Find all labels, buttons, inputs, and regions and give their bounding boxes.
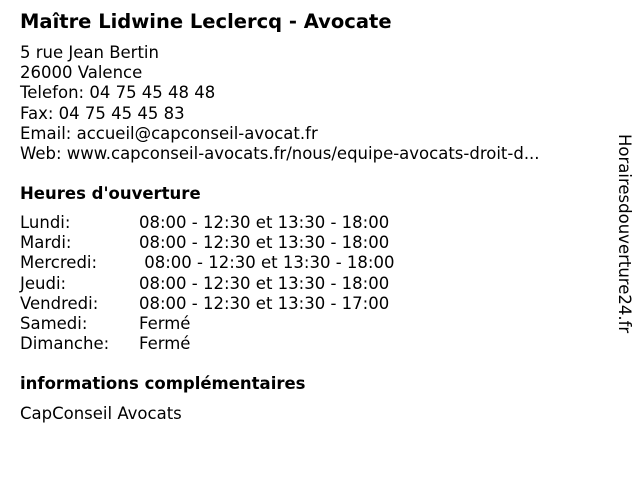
additional-info-text: CapConseil Avocats	[20, 404, 182, 423]
day-label: Dimanche:	[20, 334, 110, 354]
day-label: Mardi:	[20, 233, 72, 253]
time-range: 08:00 - 12:30 et 13:30 - 18:00	[139, 233, 390, 253]
time-range: 08:00 - 12:30 et 13:30 - 18:00	[139, 273, 390, 293]
day-label: Samedi:	[20, 313, 88, 333]
phone-number: Telefon: 04 75 45 48 48	[20, 83, 216, 103]
page-title: Maître Lidwine Leclercq - Avocate	[20, 10, 392, 33]
site-watermark	[612, 134, 634, 374]
address-street: 5 rue Jean Bertin	[20, 43, 159, 62]
time-range: 08:00 - 12:30 et 13:30 - 18:00	[139, 253, 395, 273]
time-range: Fermé	[139, 334, 191, 354]
contact-info	[20, 43, 540, 164]
day-label: Jeudi:	[20, 273, 67, 293]
day-label: Lundi:	[20, 213, 71, 232]
additional-info-heading: informations complémentaires	[20, 374, 306, 393]
time-range: 08:00 - 12:30 et 13:30 - 17:00	[139, 293, 390, 313]
fax-number: Fax: 04 75 45 45 83	[20, 103, 185, 123]
day-label: Mercredi:	[20, 253, 98, 273]
watermark-text: Horairesdouverture24.fr	[615, 134, 634, 334]
website-url: Web: www.capconseil-avocats.fr/nous/equipe-avocats-droit-d...	[20, 143, 540, 163]
time-range: Fermé	[139, 313, 191, 333]
opening-hours-heading: Heures d'ouverture	[20, 184, 201, 203]
email-address: Email: accueil@capconseil-avocat.fr	[20, 123, 318, 143]
time-range: 08:00 - 12:30 et 13:30 - 18:00	[139, 213, 390, 232]
address-city: 26000 Valence	[20, 63, 143, 83]
day-label: Vendredi:	[20, 293, 99, 313]
